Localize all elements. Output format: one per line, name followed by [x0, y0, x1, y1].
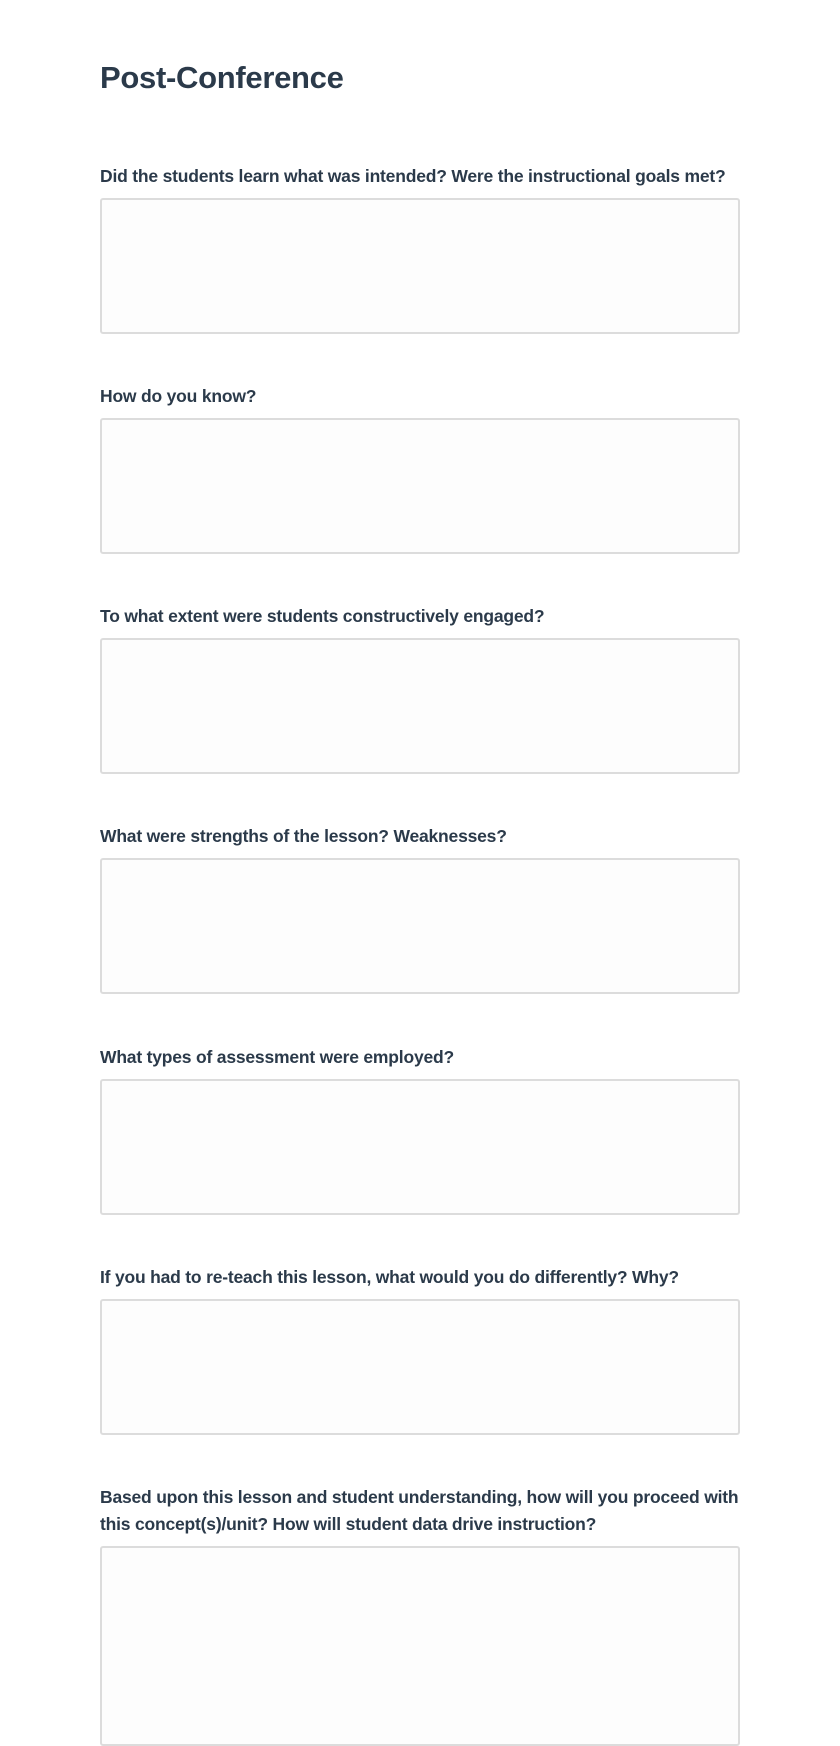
answer-textarea[interactable] [100, 638, 740, 774]
answer-textarea[interactable] [100, 1079, 740, 1215]
question-assessment-types [100, 1044, 740, 1215]
page-title: Post-Conference [100, 60, 344, 95]
question-goals-met [100, 163, 740, 334]
question-label: What types of assessment were employed? [100, 1047, 454, 1067]
question-proceed [100, 1484, 740, 1746]
question-engagement [100, 603, 740, 774]
answer-textarea[interactable] [100, 1546, 740, 1746]
answer-textarea[interactable] [100, 858, 740, 994]
question-label: Based upon this lesson and student understanding, how will you proceed with this concept(s)/unit? How will student data drive instruction? [100, 1487, 739, 1534]
question-label: What were strengths of the lesson? Weaknesses? [100, 826, 507, 846]
answer-textarea[interactable] [100, 1299, 740, 1435]
question-label: To what extent were students constructively engaged? [100, 606, 545, 626]
question-label: How do you know? [100, 386, 257, 406]
question-strengths-weaknesses [100, 823, 740, 994]
question-how-know [100, 383, 740, 554]
question-label: If you had to re-teach this lesson, what would you do differently? Why? [100, 1267, 679, 1287]
question-label: Did the students learn what was intended? Were the instructional goals met? [100, 166, 726, 186]
answer-textarea[interactable] [100, 198, 740, 334]
answer-textarea[interactable] [100, 418, 740, 554]
question-reteach [100, 1264, 740, 1435]
